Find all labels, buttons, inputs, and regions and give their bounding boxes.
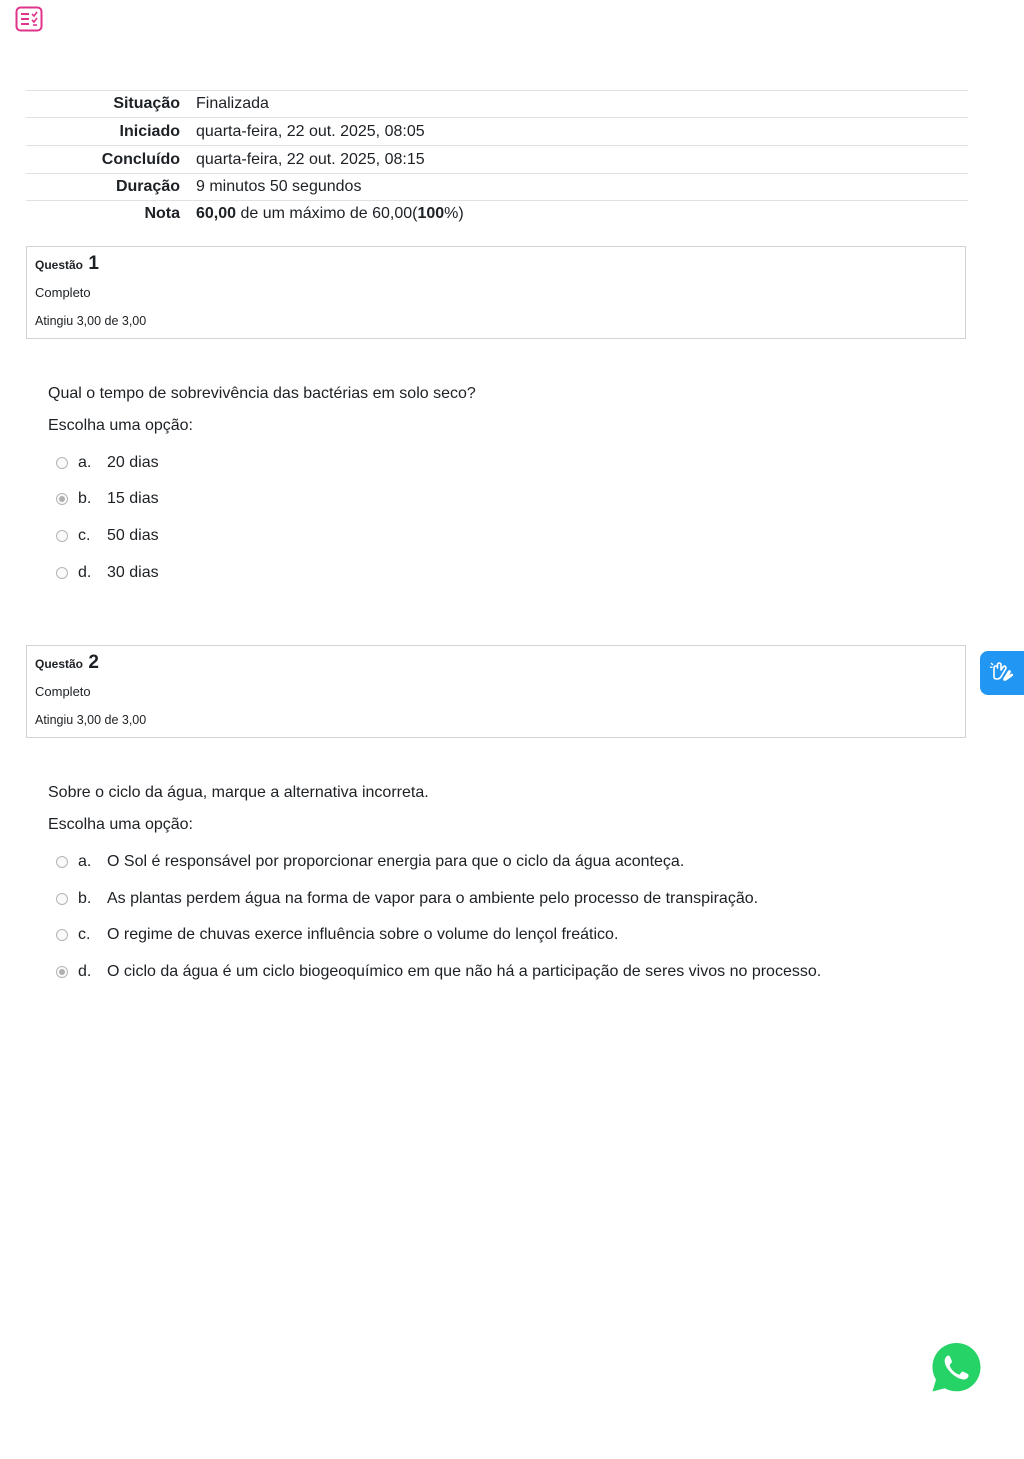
question-2-prompt: Escolha uma opção: bbox=[48, 816, 193, 833]
option-letter: c. bbox=[78, 527, 91, 544]
whatsapp-icon bbox=[929, 1382, 984, 1399]
question-label: Questão bbox=[35, 258, 84, 272]
summary-value: 9 minutos 50 segundos bbox=[196, 178, 362, 195]
option-text: O Sol é responsável por proporcionar energia para que o ciclo da água aconteça. bbox=[107, 853, 685, 870]
summary-row-duration bbox=[26, 174, 968, 201]
question-2-info-box bbox=[26, 645, 966, 738]
question-2-text: Sobre o ciclo da água, marque a alternativa incorreta. bbox=[48, 784, 429, 801]
question-number: 1 bbox=[88, 253, 99, 274]
summary-value: quarta-feira, 22 out. 2025, 08:05 bbox=[196, 122, 425, 140]
question-label: Questão bbox=[35, 657, 84, 671]
option-text: O ciclo da água é um ciclo biogeoquímico em que não há a participação de seres vivos no processo. bbox=[107, 963, 822, 980]
option-letter: d. bbox=[78, 564, 92, 581]
option-letter: a. bbox=[78, 454, 92, 471]
option-text: 15 dias bbox=[107, 490, 159, 507]
option-letter: b. bbox=[78, 490, 92, 507]
option-text: 50 dias bbox=[107, 527, 159, 544]
question-title bbox=[35, 652, 99, 674]
summary-label: Situação bbox=[113, 95, 180, 112]
summary-row-started bbox=[26, 118, 968, 146]
option-letter: a. bbox=[78, 853, 92, 870]
option-letter: d. bbox=[78, 963, 92, 980]
question-1-text: Qual o tempo de sobrevivência das bactérias em solo seco? bbox=[48, 385, 476, 402]
option-text: As plantas perdem água na forma de vapor para o ambiente pelo processo de transpiração. bbox=[107, 890, 759, 907]
question-2-option-c[interactable] bbox=[56, 923, 618, 947]
question-2-option-d[interactable] bbox=[56, 960, 821, 984]
summary-label: Iniciado bbox=[119, 122, 180, 140]
radio-button[interactable] bbox=[56, 929, 68, 941]
question-grade: Atingiu 3,00 de 3,00 bbox=[35, 713, 147, 727]
radio-button[interactable] bbox=[56, 567, 68, 579]
option-text: 30 dias bbox=[107, 564, 159, 581]
option-text: 20 dias bbox=[107, 454, 159, 471]
summary-grade-value bbox=[196, 201, 968, 228]
summary-value: quarta-feira, 22 out. 2025, 08:15 bbox=[196, 150, 425, 168]
vlibras-accessibility-button[interactable] bbox=[980, 651, 1024, 695]
option-letter: b. bbox=[78, 890, 92, 907]
attempt-summary-table bbox=[26, 90, 968, 228]
grade-score: 60,00 bbox=[196, 205, 237, 223]
radio-button[interactable] bbox=[56, 530, 68, 542]
summary-value: Finalizada bbox=[196, 95, 269, 112]
question-1-prompt: Escolha uma opção: bbox=[48, 417, 193, 434]
summary-row-state bbox=[26, 91, 968, 118]
question-2-option-b[interactable] bbox=[56, 887, 758, 911]
option-text: O regime de chuvas exerce influência sobre o volume do lençol freático. bbox=[107, 926, 619, 943]
question-title bbox=[35, 253, 99, 275]
radio-button[interactable] bbox=[56, 457, 68, 469]
question-1-info-box bbox=[26, 246, 966, 339]
grade-max-text: de um máximo de 60,00( bbox=[236, 205, 418, 223]
question-state: Completo bbox=[35, 684, 91, 699]
whatsapp-chat-button[interactable] bbox=[929, 1340, 984, 1395]
grade-percent-suffix: %) bbox=[444, 205, 464, 223]
radio-button[interactable] bbox=[56, 893, 68, 905]
summary-label: Concluído bbox=[101, 150, 180, 168]
sign-language-hands-icon bbox=[988, 657, 1016, 690]
grade-percent: 100 bbox=[417, 205, 445, 223]
question-2-option-a[interactable] bbox=[56, 850, 684, 874]
radio-button-selected[interactable] bbox=[56, 966, 68, 978]
question-1-option-d[interactable] bbox=[56, 561, 159, 585]
question-grade: Atingiu 3,00 de 3,00 bbox=[35, 314, 147, 328]
quiz-navigation-icon[interactable] bbox=[15, 6, 43, 32]
question-1-option-b[interactable] bbox=[56, 487, 159, 511]
summary-label: Duração bbox=[115, 178, 180, 195]
summary-label: Nota bbox=[144, 205, 180, 223]
radio-button-selected[interactable] bbox=[56, 493, 68, 505]
option-letter: c. bbox=[78, 926, 91, 943]
summary-row-completed bbox=[26, 146, 968, 174]
question-1-option-c[interactable] bbox=[56, 524, 159, 548]
question-number: 2 bbox=[88, 652, 99, 673]
question-1-option-a[interactable] bbox=[56, 451, 159, 475]
radio-button[interactable] bbox=[56, 856, 68, 868]
question-state: Completo bbox=[35, 285, 91, 300]
summary-row-grade bbox=[26, 201, 968, 228]
